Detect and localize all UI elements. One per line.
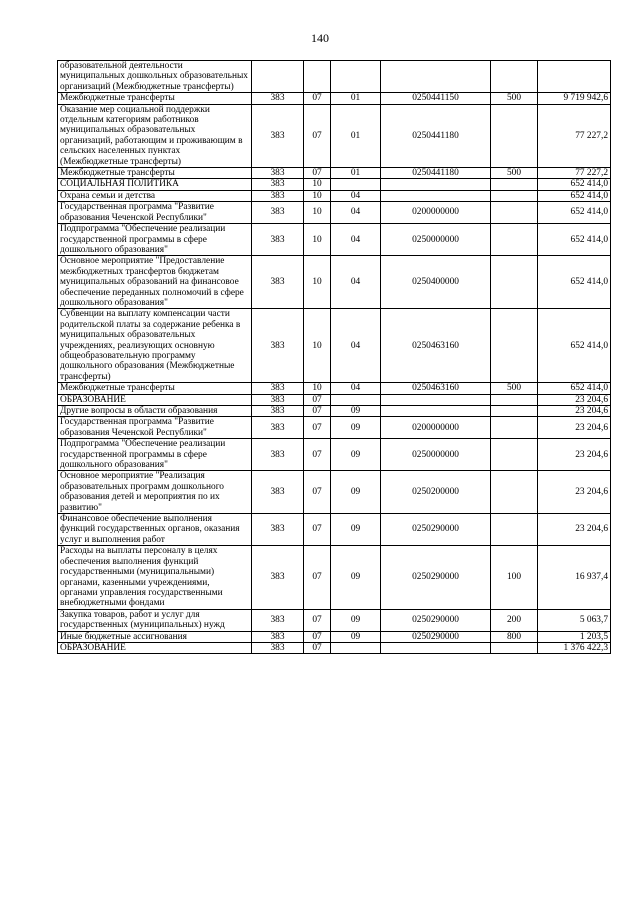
cell-amount: 9 719 942,6 bbox=[538, 93, 611, 104]
cell-section: 07 bbox=[304, 104, 331, 167]
cell-subsection bbox=[331, 394, 381, 405]
cell-target-article: 0250000000 bbox=[381, 224, 491, 256]
cell-expense-type bbox=[491, 417, 538, 439]
cell-amount: 23 204,6 bbox=[538, 406, 611, 417]
cell-name: ОБРАЗОВАНИЕ bbox=[58, 394, 252, 405]
cell-section: 07 bbox=[304, 406, 331, 417]
cell-section: 07 bbox=[304, 93, 331, 104]
cell-expense-type bbox=[491, 514, 538, 546]
cell-subsection: 09 bbox=[331, 609, 381, 631]
cell-subsection: 04 bbox=[331, 383, 381, 394]
cell-subsection bbox=[331, 642, 381, 653]
cell-expense-type bbox=[491, 202, 538, 224]
table-row bbox=[58, 104, 611, 167]
cell-amount: 652 414,0 bbox=[538, 179, 611, 190]
table-row bbox=[58, 168, 611, 179]
cell-subsection bbox=[331, 179, 381, 190]
cell-section: 10 bbox=[304, 179, 331, 190]
cell-amount: 652 414,0 bbox=[538, 202, 611, 224]
cell-amount bbox=[538, 61, 611, 93]
cell-expense-type bbox=[491, 394, 538, 405]
cell-amount: 77 227,2 bbox=[538, 168, 611, 179]
cell-target-article: 0250290000 bbox=[381, 546, 491, 609]
cell-amount: 77 227,2 bbox=[538, 104, 611, 167]
cell-target-article: 0250000000 bbox=[381, 439, 491, 471]
cell-target-article bbox=[381, 642, 491, 653]
cell-amount: 23 204,6 bbox=[538, 439, 611, 471]
cell-name: Субвенции на выплату компенсации части родительской платы за содержание ребенка в муниципальных образовательных учреждениях, реализующих основную общеобразовательную программу дошкольного образования (Межбюджетные трансферты) bbox=[58, 309, 252, 383]
cell-target-article: 0250290000 bbox=[381, 631, 491, 642]
cell-target-article: 0250290000 bbox=[381, 514, 491, 546]
cell-grbs: 383 bbox=[252, 224, 304, 256]
table-row bbox=[58, 309, 611, 383]
cell-target-article bbox=[381, 394, 491, 405]
table-row bbox=[58, 471, 611, 514]
table-row bbox=[58, 394, 611, 405]
cell-subsection: 09 bbox=[331, 471, 381, 514]
cell-amount: 23 204,6 bbox=[538, 394, 611, 405]
cell-subsection: 09 bbox=[331, 514, 381, 546]
table-row bbox=[58, 383, 611, 394]
cell-name: образовательной деятельности муниципальных дошкольных образовательных организаций (Межбюджетные трансферты) bbox=[58, 61, 252, 93]
table-row bbox=[58, 417, 611, 439]
cell-expense-type bbox=[491, 406, 538, 417]
cell-grbs: 383 bbox=[252, 202, 304, 224]
table-row bbox=[58, 514, 611, 546]
cell-amount: 652 414,0 bbox=[538, 309, 611, 383]
cell-subsection: 04 bbox=[331, 309, 381, 383]
cell-name: Основное мероприятие "Реализация образовательных программ дошкольного образования детей и мероприятия по их развитию" bbox=[58, 471, 252, 514]
cell-section: 07 bbox=[304, 514, 331, 546]
cell-subsection: 01 bbox=[331, 104, 381, 167]
cell-expense-type: 800 bbox=[491, 631, 538, 642]
cell-section: 07 bbox=[304, 439, 331, 471]
cell-target-article: 0250200000 bbox=[381, 471, 491, 514]
cell-name: Финансовое обеспечение выполнения функций государственных органов, оказания услуг и выполнения работ bbox=[58, 514, 252, 546]
cell-section: 07 bbox=[304, 417, 331, 439]
cell-amount: 652 414,0 bbox=[538, 224, 611, 256]
cell-expense-type: 200 bbox=[491, 609, 538, 631]
cell-grbs: 383 bbox=[252, 104, 304, 167]
cell-grbs: 383 bbox=[252, 631, 304, 642]
page-number: 140 bbox=[311, 31, 329, 45]
cell-target-article: 0250441180 bbox=[381, 104, 491, 167]
cell-name: Расходы на выплаты персоналу в целях обеспечения выполнения функций государственными (муниципальными) органами, казенными учреждениями, органами управления государственными внебюджетными фондами bbox=[58, 546, 252, 609]
table-row bbox=[58, 631, 611, 642]
cell-grbs: 383 bbox=[252, 93, 304, 104]
cell-section: 10 bbox=[304, 256, 331, 309]
cell-name: ОБРАЗОВАНИЕ bbox=[58, 642, 252, 653]
cell-target-article: 0250463160 bbox=[381, 383, 491, 394]
table-row bbox=[58, 93, 611, 104]
cell-subsection: 09 bbox=[331, 417, 381, 439]
cell-amount: 652 414,0 bbox=[538, 383, 611, 394]
table-row bbox=[58, 224, 611, 256]
cell-grbs: 383 bbox=[252, 394, 304, 405]
cell-name: Иные бюджетные ассигнования bbox=[58, 631, 252, 642]
cell-name: Подпрограмма "Обеспечение реализации государственной программы в сфере дошкольного образования" bbox=[58, 439, 252, 471]
cell-expense-type bbox=[491, 224, 538, 256]
cell-target-article: 0200000000 bbox=[381, 417, 491, 439]
cell-subsection: 04 bbox=[331, 224, 381, 256]
cell-grbs: 383 bbox=[252, 417, 304, 439]
cell-subsection: 01 bbox=[331, 93, 381, 104]
table-row bbox=[58, 642, 611, 653]
cell-expense-type bbox=[491, 439, 538, 471]
cell-grbs bbox=[252, 61, 304, 93]
cell-expense-type: 500 bbox=[491, 383, 538, 394]
cell-name: Государственная программа "Развитие образования Чеченской Республики" bbox=[58, 202, 252, 224]
cell-target-article bbox=[381, 406, 491, 417]
cell-amount: 1 376 422,3 bbox=[538, 642, 611, 653]
cell-section: 10 bbox=[304, 190, 331, 201]
table-row bbox=[58, 179, 611, 190]
cell-expense-type bbox=[491, 61, 538, 93]
cell-subsection: 09 bbox=[331, 406, 381, 417]
cell-target-article: 0250463160 bbox=[381, 309, 491, 383]
cell-expense-type bbox=[491, 642, 538, 653]
cell-grbs: 383 bbox=[252, 309, 304, 383]
cell-expense-type: 500 bbox=[491, 93, 538, 104]
cell-target-article: 0250441180 bbox=[381, 168, 491, 179]
cell-name: Государственная программа "Развитие образования Чеченской Республики" bbox=[58, 417, 252, 439]
cell-amount: 652 414,0 bbox=[538, 190, 611, 201]
cell-grbs: 383 bbox=[252, 179, 304, 190]
table-row bbox=[58, 202, 611, 224]
budget-table-body bbox=[58, 61, 611, 654]
cell-grbs: 383 bbox=[252, 439, 304, 471]
cell-amount: 23 204,6 bbox=[538, 471, 611, 514]
cell-amount: 23 204,6 bbox=[538, 417, 611, 439]
cell-name: Межбюджетные трансферты bbox=[58, 93, 252, 104]
cell-grbs: 383 bbox=[252, 609, 304, 631]
cell-subsection: 01 bbox=[331, 168, 381, 179]
table-row bbox=[58, 546, 611, 609]
cell-section: 07 bbox=[304, 168, 331, 179]
cell-name: Другие вопросы в области образования bbox=[58, 406, 252, 417]
cell-section: 10 bbox=[304, 224, 331, 256]
cell-amount: 5 063,7 bbox=[538, 609, 611, 631]
cell-expense-type bbox=[491, 471, 538, 514]
cell-subsection: 04 bbox=[331, 202, 381, 224]
cell-target-article bbox=[381, 61, 491, 93]
cell-target-article bbox=[381, 190, 491, 201]
cell-section: 10 bbox=[304, 309, 331, 383]
cell-section: 07 bbox=[304, 471, 331, 514]
cell-amount: 16 937,4 bbox=[538, 546, 611, 609]
table-row bbox=[58, 439, 611, 471]
cell-section: 10 bbox=[304, 383, 331, 394]
cell-section: 07 bbox=[304, 609, 331, 631]
cell-section bbox=[304, 61, 331, 93]
cell-grbs: 383 bbox=[252, 256, 304, 309]
cell-expense-type bbox=[491, 179, 538, 190]
cell-name: Основное мероприятие "Предоставление межбюджетных трансфертов бюджетам муниципальных образований на финансовое обеспечение переданных полномочий в сфере дошкольного образования" bbox=[58, 256, 252, 309]
cell-subsection: 09 bbox=[331, 546, 381, 609]
cell-grbs: 383 bbox=[252, 406, 304, 417]
cell-target-article bbox=[381, 179, 491, 190]
cell-subsection: 04 bbox=[331, 190, 381, 201]
cell-target-article: 0250400000 bbox=[381, 256, 491, 309]
cell-section: 07 bbox=[304, 642, 331, 653]
table-row bbox=[58, 256, 611, 309]
cell-section: 10 bbox=[304, 202, 331, 224]
cell-target-article: 0250441150 bbox=[381, 93, 491, 104]
cell-section: 07 bbox=[304, 631, 331, 642]
table-row bbox=[58, 61, 611, 93]
cell-name: Межбюджетные трансферты bbox=[58, 383, 252, 394]
cell-name: Закупка товаров, работ и услуг для государственных (муниципальных) нужд bbox=[58, 609, 252, 631]
cell-target-article: 0250290000 bbox=[381, 609, 491, 631]
cell-expense-type: 500 bbox=[491, 168, 538, 179]
cell-name: Охрана семьи и детства bbox=[58, 190, 252, 201]
table-row bbox=[58, 609, 611, 631]
cell-expense-type bbox=[491, 190, 538, 201]
budget-table bbox=[57, 60, 611, 654]
cell-expense-type bbox=[491, 104, 538, 167]
cell-grbs: 383 bbox=[252, 642, 304, 653]
cell-expense-type bbox=[491, 309, 538, 383]
cell-section: 07 bbox=[304, 546, 331, 609]
cell-name: Межбюджетные трансферты bbox=[58, 168, 252, 179]
cell-subsection: 04 bbox=[331, 256, 381, 309]
table-row bbox=[58, 190, 611, 201]
cell-section: 07 bbox=[304, 394, 331, 405]
cell-amount: 23 204,6 bbox=[538, 514, 611, 546]
cell-target-article: 0200000000 bbox=[381, 202, 491, 224]
cell-name: Подпрограмма "Обеспечение реализации государственной программы в сфере дошкольного образования" bbox=[58, 224, 252, 256]
cell-grbs: 383 bbox=[252, 383, 304, 394]
cell-amount: 1 203,5 bbox=[538, 631, 611, 642]
cell-grbs: 383 bbox=[252, 514, 304, 546]
table-row bbox=[58, 406, 611, 417]
cell-grbs: 383 bbox=[252, 546, 304, 609]
cell-expense-type: 100 bbox=[491, 546, 538, 609]
cell-subsection bbox=[331, 61, 381, 93]
cell-name: Оказание мер социальной поддержки отдельным категориям работников муниципальных образовательных организаций, работающим и проживающим в сельских населенных пунктах (Межбюджетные трансферты) bbox=[58, 104, 252, 167]
cell-grbs: 383 bbox=[252, 471, 304, 514]
cell-grbs: 383 bbox=[252, 168, 304, 179]
cell-grbs: 383 bbox=[252, 190, 304, 201]
cell-subsection: 09 bbox=[331, 631, 381, 642]
cell-subsection: 09 bbox=[331, 439, 381, 471]
cell-expense-type bbox=[491, 256, 538, 309]
cell-name: СОЦИАЛЬНАЯ ПОЛИТИКА bbox=[58, 179, 252, 190]
cell-amount: 652 414,0 bbox=[538, 256, 611, 309]
